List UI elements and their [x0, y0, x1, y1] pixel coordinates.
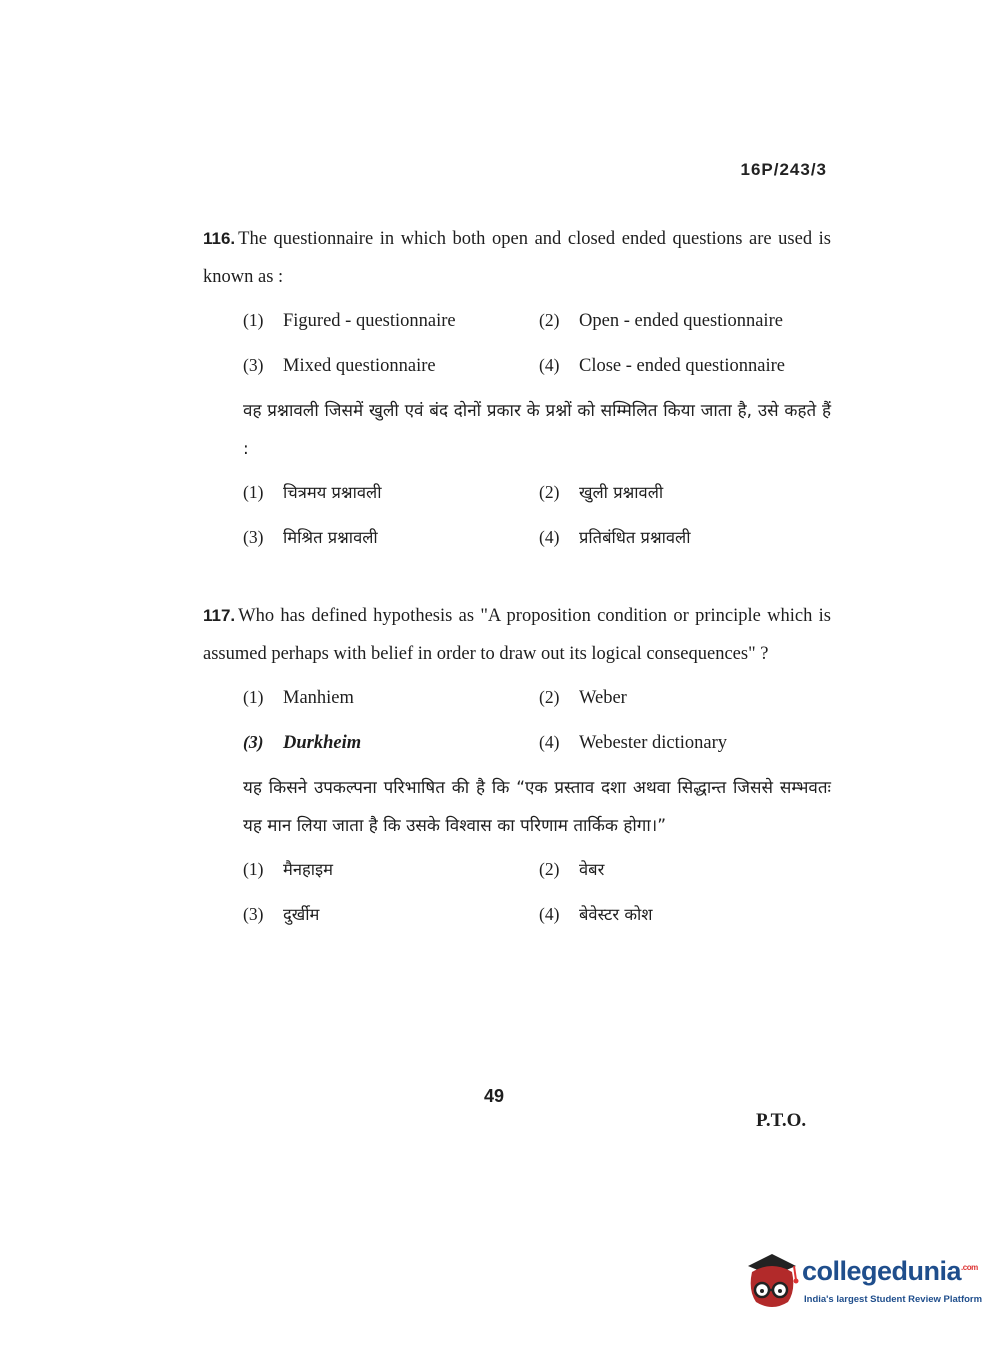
option: (3) Durkheim [243, 732, 362, 753]
option: (1) मैनहाइम [243, 859, 334, 879]
options-en [203, 302, 831, 384]
collegedunia-logo [742, 1250, 983, 1320]
pto-label: P.T.O. [756, 1110, 807, 1131]
question-text-hi: वह प्रश्नावली जिसमें खुली एवं बंद दोनों प्रकार के प्रश्नों को सम्मिलित किया जाता है, उसे कहते हैं : [243, 401, 831, 459]
brand-tagline: India's largest Student Review Platform [804, 1294, 983, 1305]
question-text-en: 117. Who has defined hypothesis as "A proposition condition or principle which is assumed perhaps with belief in order to draw out its logical consequences" ? [203, 606, 831, 664]
option: (2) Open - ended questionnaire [539, 310, 783, 331]
question-text-en: 116. The questionnaire in which both open and closed ended questions are used is known as : [203, 229, 831, 287]
question-117 [203, 597, 831, 933]
option: (2) खुली प्रश्नावली [539, 482, 664, 502]
brand-name: collegedunia$^{.com}$ [802, 1256, 978, 1286]
option: (3) मिश्रित प्रश्नावली [243, 527, 378, 547]
options-en [203, 679, 831, 761]
option: (4) Webester dictionary [539, 732, 727, 753]
option: (1) चित्रमय प्रश्नावली [243, 482, 382, 502]
option: (3) दुर्खीम [243, 904, 320, 924]
page-number: 49 [484, 1086, 505, 1106]
option: (4) बेवेस्टर कोश [539, 904, 653, 924]
option: (4) Close - ended questionnaire [539, 355, 786, 376]
options-hi [203, 851, 831, 933]
option: (2) Weber [539, 687, 627, 708]
options-hi [203, 474, 831, 556]
question-number: 116. [203, 229, 236, 248]
paper-code: 16P/243/3 [740, 160, 827, 179]
option: (3) Mixed questionnaire [243, 355, 436, 376]
option: (4) प्रतिबंधित प्रश्नावली [539, 527, 691, 547]
option: (2) वेबर [539, 859, 605, 879]
question-text-hi: यह किसने उपकल्पना परिभाषित की है कि “एक प्रस्ताव दशा अथवा सिद्धान्त जिससे सम्भवतः यह मान लिया जाता है कि उसके विश्वास का परिणाम तार्किक होगा।” [243, 778, 831, 836]
question-number: 117. [203, 606, 236, 625]
option: (1) Manhiem [243, 687, 354, 708]
question-116 [203, 220, 831, 556]
option: (1) Figured - questionnaire [243, 310, 456, 331]
mascot-icon [742, 1250, 802, 1320]
